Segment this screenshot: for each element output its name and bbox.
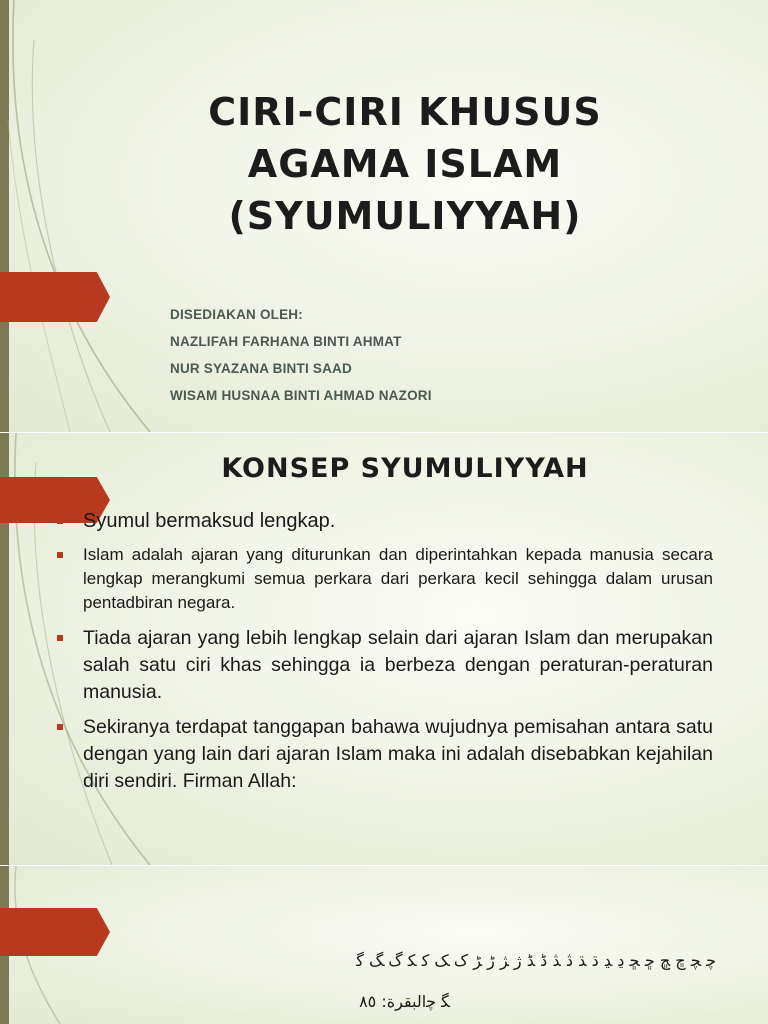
bullet-text: Syumul bermaksud lengkap. [83, 510, 336, 532]
bullet-square-icon [57, 635, 63, 641]
bullet-text: Tiada ajaran yang lebih lengkap selain dari ajaran Islam dan merupakan salah satu ciri khas sehingga ia berbeza dengan peraturan-peraturan manusia. [83, 627, 713, 703]
quran-verse-text: ﭼ ﭽ ﭾ ﭿ ﮀ ﮁ ﮂ ﮃ ﮄ ﮅ ﮆ ﮇ ﮈ ﮉ ﮊ ﮋ ﮌ ﮍ ﮎ ﮏ ﮐ ﮑ ﮒ ﮓ ﮔ [356, 951, 716, 970]
prepared-by-label: DISEDIAKAN OLEH: [170, 307, 303, 322]
bullet-item [55, 543, 713, 615]
bullet-text: Islam adalah ajaran yang diturunkan dan diperintahkan kepada manusia secara lengkap merangkumi semua perkara dari perkara kecil sehingga dalam urusan pentadbiran negara. [83, 545, 713, 612]
title-line: AGAMA ISLAM [247, 142, 563, 186]
bullet-item [55, 625, 713, 706]
slide-concept [0, 433, 768, 865]
bullet-list [55, 508, 713, 795]
slide-verse [0, 866, 768, 1024]
presentation-title [120, 86, 690, 242]
bullet-square-icon [57, 724, 63, 730]
bullet-item [55, 508, 713, 534]
author-list [170, 304, 432, 412]
title-line: CIRI-CIRI KHUSUS [208, 90, 602, 134]
red-arrow-tab [0, 272, 110, 322]
bullet-square-icon [57, 552, 63, 558]
slide-edge-bar [0, 0, 9, 432]
slide-heading: KONSEP SYUMULIYYAH [221, 453, 589, 484]
bullet-square-icon [57, 518, 63, 524]
quran-verse-reference: ﮕ ﭼالبقرة: ٨٥ [359, 992, 450, 1011]
bullet-text: Sekiranya terdapat tanggapan bahawa wujudnya pemisahan antara satu dengan yang lain dari ajaran Islam maka ini adalah disebabkan kejahilan diri sendiri. Firman Allah: [83, 716, 713, 792]
author-name: WISAM HUSNAA BINTI AHMAD NAZORI [170, 388, 432, 403]
bullet-item [55, 714, 713, 795]
slide-title [0, 0, 768, 432]
author-name: NUR SYAZANA BINTI SAAD [170, 361, 352, 376]
title-line: (SYUMULIYYAH) [228, 194, 582, 238]
author-name: NAZLIFAH FARHANA BINTI AHMAT [170, 334, 402, 349]
red-arrow-tab [0, 908, 110, 956]
